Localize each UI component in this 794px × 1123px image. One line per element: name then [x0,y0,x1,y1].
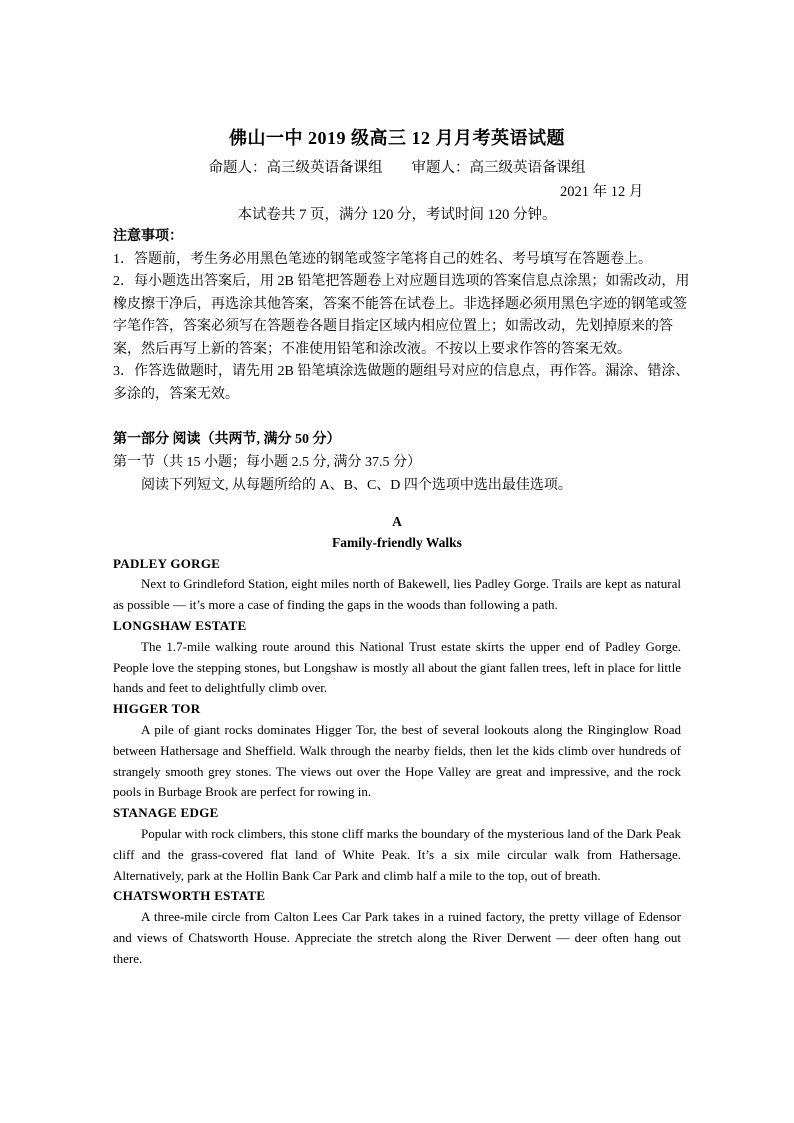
note-item-1: 1．答题前，考生务必用黑色笔迹的钢笔或签字笔将自己的姓名、考号填写在答题卷上。 [113,251,652,267]
exam-info: 本试卷共 7 页，满分 120 分，考试时间 120 分钟。 [237,207,557,223]
place-name: HIGGER TOR [113,701,201,717]
place-name: LONGSHAW ESTATE [113,617,247,633]
exam-title: 佛山一中 2019 级高三 12 月月考英语试题 [229,128,565,148]
notes-heading: 注意事项： [113,229,183,244]
part-one [113,428,693,497]
passage-title: Family-friendly Walks [332,534,462,550]
exam-date: 2021 年 12 月 [560,184,644,200]
place-name: PADLEY GORGE [113,555,221,571]
place-text: The 1.7-mile walking route around this National Trust estate skirts the upper end of Padley Gorge. People love the stepping stones, but Longshaw is mostly all about the giant fallen trees, left in place for little hands and feet to delightfully climb over. [113,638,681,696]
note-item-2: 2．每小题选出答案后，用 2B 铅笔把答题卷上对应题目选项的答案信息点涂黑；如需改动，用橡皮擦干净后，再选涂其他答案，答案不能答在试卷上。非选择题必须用黑色字迹的钢笔或签字笔作答，答案必须写在答题卷各题目指定区域内相应位置上；如需改动，先划掉原来的答案，然后再写上新的答案；不准使用铅笔和涂改液。不按以上要求作答的答案无效。 [113,274,690,357]
section-instruction: 阅读下列短文, 从每题所给的 A、B、C、D 四个选项中选出最佳选项。 [141,478,572,493]
place-name: CHATSWORTH ESTATE [113,888,266,904]
note-item-3: 3．作答选做题时，请先用 2B 铅笔填涂选做题的题组号对应的信息点，再作答。漏涂、错涂、多涂的，答案无效。 [113,364,690,402]
place-text: Next to Grindleford Station, eight miles north of Bakewell, lies Padley Gorge. Trails are kept as natural as possible — it’s more a case of finding the gaps in the woods than following a path. [113,576,681,613]
section-heading: 第一节（共 15 小题；每小题 2.5 分, 满分 37.5 分） [113,455,421,470]
notes-section [113,226,693,406]
place-text: Popular with rock climbers, this stone cliff marks the boundary of the mysterious land of the Dark Peak cliff and the grass-covered flat land of White Peak. It’s a six mile circular walk from Hathersage. Alternatively, park at the Hollin Bank Car Park and climb half a mile to the top, out of breath. [113,825,681,883]
passage-a [113,512,681,970]
passage-letter: A [392,514,402,529]
part-heading: 第一部分 阅读（共两节, 满分 50 分） [113,432,341,447]
place-text: A pile of giant rocks dominates Higger Tor, the best of several lookouts along the Ringinglow Road between Hathersage and Sheffield. Walk through the nearby fields, then let the kids climb over hundreds of strangely smooth grey stones. The views out over the Hope Valley are great and impressive, and the rock pools in Burbage Brook are perfect for rowing in. [113,721,681,800]
exam-authors: 命题人：高三级英语备课组 审题人：高三级英语备课组 [208,160,586,176]
place-name: STANAGE EDGE [113,805,219,821]
place-text: A three-mile circle from Calton Lees Car Park takes in a ruined factory, the pretty village of Edensor and views of Chatsworth House. Appreciate the stretch along the River Derwent — deer often hang out there. [113,909,681,966]
